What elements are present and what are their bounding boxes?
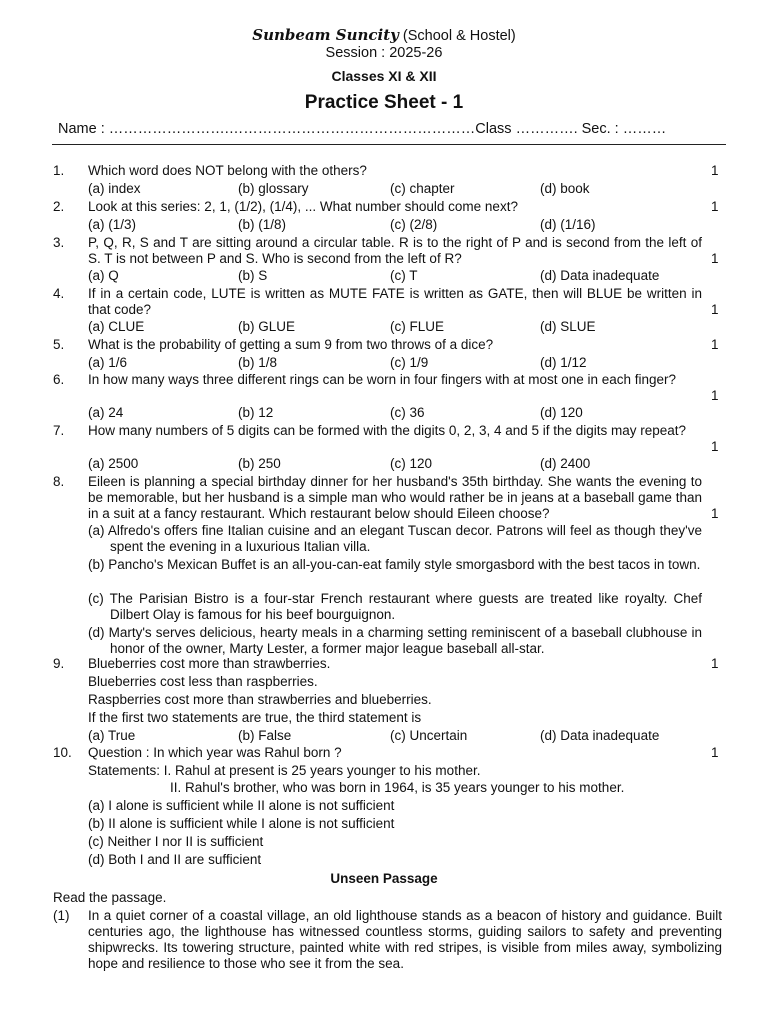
options-row — [88, 456, 708, 472]
option-c: (c) 1/9 — [390, 355, 429, 370]
question-marks: 1 — [711, 439, 719, 454]
options-row — [88, 405, 708, 421]
question-marks: 1 — [711, 388, 719, 403]
question-number: 4. — [53, 286, 65, 301]
option-c: (c) T — [390, 268, 418, 283]
option-c: (c) (2/8) — [390, 217, 438, 232]
option-d: (d) 1/12 — [540, 355, 587, 370]
question-marks: 1 — [711, 337, 719, 352]
options-row — [88, 355, 708, 371]
question-text: Blueberries cost more than strawberries. — [88, 656, 331, 671]
question-number: 1. — [53, 163, 65, 178]
question-marks: 1 — [711, 199, 719, 214]
option-d: (d) 120 — [540, 405, 583, 420]
option-c: (c) FLUE — [390, 319, 444, 334]
option-b: (b) False — [238, 728, 292, 743]
option-b: (b) glossary — [238, 181, 309, 196]
option-d: (d) 2400 — [540, 456, 591, 471]
statement-line: Blueberries cost less than raspberries. — [88, 674, 318, 689]
option-d: (d) Marty's serves delicious, hearty meals in a charming setting reminiscent of a baseball clubhouse in honor of the owner, Marty Lester, a former major league baseball all-star. — [88, 625, 702, 656]
question-marks: 1 — [711, 656, 719, 671]
option-a: (a) 2500 — [88, 456, 139, 471]
option-d: (d) Both I and II are sufficient — [88, 852, 262, 867]
passage-instruction: Read the passage. — [53, 890, 167, 905]
question-text: Which word does NOT belong with the others? — [88, 163, 367, 178]
option-a: (a) True — [88, 728, 136, 743]
school-suffix: (School & Hostel) — [398, 28, 516, 44]
question-number: 2. — [53, 199, 65, 214]
question-text: In how many ways three different rings can be worn in four fingers with at most one in each finger? — [88, 372, 677, 387]
option-d: (d) Data inadequate — [540, 268, 660, 283]
options-row — [88, 181, 708, 197]
option-d: (d) book — [540, 181, 590, 196]
option-d: (d) SLUE — [540, 319, 596, 334]
option-c: (c) chapter — [390, 181, 455, 196]
option-b: (b) (1/8) — [238, 217, 287, 232]
name-class-section-line: Name : …………………….……………………………………………Class …………. Sec. : ……… — [58, 121, 667, 137]
option-b: (b) GLUE — [238, 319, 296, 334]
options-row — [88, 728, 708, 744]
question-marks: 1 — [711, 163, 719, 178]
option-c: (c) 120 — [390, 456, 433, 471]
options-row — [88, 217, 708, 233]
option-a: (a) I alone is sufficient while II alone is not sufficient — [88, 798, 395, 813]
option-c: (c) 36 — [390, 405, 425, 420]
question-marks: 1 — [711, 745, 719, 760]
option-a: (a) index — [88, 181, 141, 196]
statement-2: II. Rahul's brother, who was born in 1964, is 35 years younger to his mother. — [170, 780, 625, 795]
option-d: (d) Data inadequate — [540, 728, 660, 743]
school-brand: Sunbeam Suncity — [252, 26, 399, 44]
question-number: 5. — [53, 337, 65, 352]
statement-line: If the first two statements are true, the third statement is — [88, 710, 422, 725]
option-c: (c) The Parisian Bistro is a four-star French restaurant where guests are treated like royalty. Chef Dilbert Olay is famous for his beef bourguignon. — [88, 591, 702, 622]
paragraph-text: In a quiet corner of a coastal village, an old lighthouse stands as a beacon of history and guidance. Built centuries ago, the lighthouse has witnessed countless storms, guiding sailors to safety and preventing shipwrecks. Its towering structure, painted white with red stripes, is visible from miles away, symbolizing hope and resilience to those who see it from the sea. — [88, 908, 722, 971]
question-text: How many numbers of 5 digits can be formed with the digits 0, 2, 3, 4 and 5 if the digits may repeat? — [88, 423, 687, 438]
question-marks: 1 — [711, 251, 719, 266]
options-row — [88, 319, 708, 335]
page-title: Practice Sheet - 1 — [304, 92, 464, 113]
option-a: (a) (1/3) — [88, 217, 137, 232]
option-b: (b) 12 — [238, 405, 274, 420]
question-text: Eileen is planning a special birthday dinner for her husband's 35th birthday. She wants the evening to be memorable, but her husband is a simple man who would rather be in jeans at a baseball game than in a suit at a fancy restaurant. Which restaurant below should Eileen choose? — [88, 474, 702, 521]
question-number: 7. — [53, 423, 65, 438]
passage-heading: Unseen Passage — [330, 871, 438, 886]
option-a: (a) 24 — [88, 405, 124, 420]
option-a: (a) 1/6 — [88, 355, 128, 370]
question-number: 10. — [53, 745, 72, 760]
question-number: 3. — [53, 235, 65, 250]
statement-line: Raspberries cost more than strawberries and blueberries. — [88, 692, 432, 707]
option-c: (c) Neither I nor II is sufficient — [88, 834, 264, 849]
statement-1: Statements: I. Rahul at present is 25 years younger to his mother. — [88, 763, 481, 778]
option-a: (a) Alfredo's offers fine Italian cuisine and an elegant Tuscan decor. Patrons will feel as though they've spent the evening in a luxurious Italian villa. — [88, 523, 702, 554]
question-text: Look at this series: 2, 1, (1/2), (1/4), ... What number should come next? — [88, 199, 518, 214]
option-b: (b) 1/8 — [238, 355, 278, 370]
question-text: Question : In which year was Rahul born ? — [88, 745, 342, 760]
paragraph-number: (1) — [53, 908, 70, 923]
session-line: Session : 2025-26 — [325, 45, 443, 61]
option-b: (b) II alone is sufficient while I alone is not sufficient — [88, 816, 395, 831]
option-b: (b) Pancho's Mexican Buffet is an all-you-can-eat family style smorgasbord with the best tacos in town. — [88, 557, 701, 572]
question-marks: 1 — [711, 302, 719, 317]
question-marks: 1 — [711, 506, 719, 521]
options-row — [88, 268, 708, 284]
option-a: (a) CLUE — [88, 319, 145, 334]
question-number: 9. — [53, 656, 65, 671]
classes-line: Classes XI & XII — [331, 68, 437, 84]
school-name — [0, 26, 768, 44]
question-number: 8. — [53, 474, 65, 489]
option-d: (d) (1/16) — [540, 217, 596, 232]
question-text: What is the probability of getting a sum 9 from two throws of a dice? — [88, 337, 494, 352]
question-text: If in a certain code, LUTE is written as MUTE FATE is written as GATE, then will BLUE be written in that code? — [88, 286, 702, 317]
question-number: 6. — [53, 372, 65, 387]
option-a: (a) Q — [88, 268, 119, 283]
question-text: P, Q, R, S and T are sitting around a circular table. R is to the right of P and is second from the left of S. T is not between P and S. Who is second from the left of R? — [88, 235, 702, 266]
option-c: (c) Uncertain — [390, 728, 468, 743]
header-divider — [52, 144, 726, 145]
option-b: (b) S — [238, 268, 268, 283]
option-b: (b) 250 — [238, 456, 281, 471]
